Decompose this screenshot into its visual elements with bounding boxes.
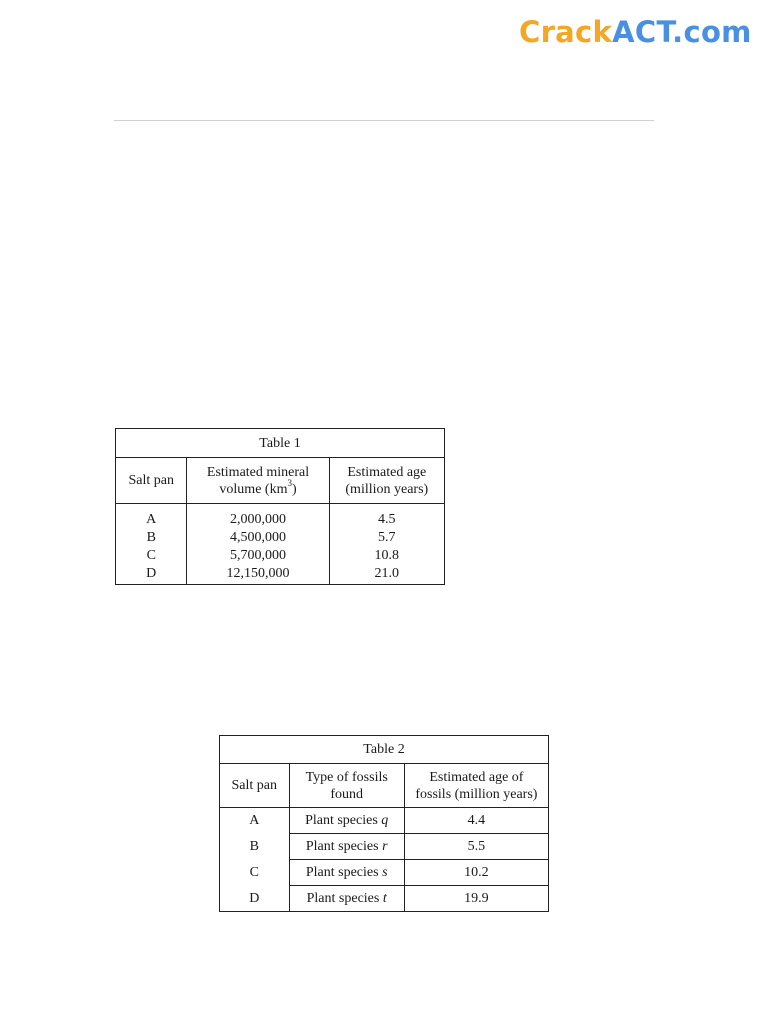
table-2-header-row (220, 764, 549, 808)
logo-part-act: ACT.com (612, 15, 752, 49)
header-fossil-age-line2: fossils (million years) (415, 786, 538, 802)
table-row (220, 834, 549, 860)
cell-pan: D (249, 890, 260, 906)
cell-volume: 2,000,000 (187, 504, 329, 529)
table-row (116, 546, 445, 564)
table-2-header-fossils (289, 764, 404, 808)
table-1-header-row (116, 458, 445, 504)
cell-fossil (289, 834, 404, 860)
fossil-label: Plant species (305, 813, 378, 828)
cell-pan: B (116, 528, 187, 546)
cell-age: 10.8 (374, 547, 400, 563)
cell-age: 4.5 (378, 511, 396, 527)
divider-rule (114, 120, 654, 121)
cell-fossil-age: 19.9 (464, 891, 489, 906)
header-age-line1: Estimated age (347, 464, 427, 480)
table-row (220, 860, 549, 886)
fossil-species-var: s (382, 865, 388, 880)
cell-pan: A (249, 813, 260, 829)
table-row (220, 886, 549, 912)
table-1-caption: Table 1 (116, 429, 445, 458)
table-1-header-volume (187, 458, 329, 504)
table-row (220, 808, 549, 834)
cell-pan: C (249, 865, 259, 880)
cell-age: 21.0 (374, 565, 400, 581)
fossil-label: Plant species (305, 839, 379, 854)
table-2-header-salt-pan: Salt pan (220, 764, 290, 808)
cell-pan: C (116, 546, 187, 564)
header-volume-line2 (219, 477, 297, 497)
cell-fossil-age: 4.4 (404, 808, 548, 834)
cell-volume: 5,700,000 (187, 546, 329, 564)
table-2-header-fossil-age (404, 764, 548, 808)
cell-fossil (289, 860, 404, 886)
cell-volume: 12,150,000 (187, 564, 329, 585)
header-fossil-age-line1: Estimated age of (429, 769, 524, 785)
cell-fossil (289, 886, 404, 912)
header-volume-unit-sup: 3 (287, 477, 292, 488)
header-volume-unit-post: ) (291, 481, 297, 497)
fossil-label: Plant species (305, 865, 379, 880)
fossil-label: Plant species (306, 891, 380, 906)
cell-fossil-age: 10.2 (404, 860, 548, 886)
cell-fossil (289, 808, 404, 834)
table-1-header-salt-pan: Salt pan (116, 458, 187, 504)
cell-volume: 4,500,000 (187, 528, 329, 546)
logo-part-crack: Crack (519, 15, 613, 49)
header-volume-unit-pre: volume (km (219, 481, 288, 497)
fossil-species-var: t (382, 891, 387, 906)
table-row (116, 528, 445, 546)
header-fossils-line1: Type of fossils (305, 769, 388, 785)
cell-pan: B (249, 839, 259, 854)
table-1 (115, 428, 445, 585)
table-2-caption: Table 2 (220, 736, 549, 764)
fossil-species-var: q (381, 813, 389, 828)
header-fossils-line2: found (330, 786, 364, 802)
site-logo[interactable] (519, 14, 752, 50)
table-2 (219, 735, 549, 912)
header-volume-line1: Estimated mineral (206, 464, 310, 480)
cell-pan: A (116, 504, 187, 529)
header-age-line2: (million years) (345, 481, 429, 497)
cell-pan: D (116, 564, 187, 585)
cell-fossil-age: 5.5 (404, 834, 548, 860)
fossil-species-var: r (382, 839, 388, 854)
cell-age: 5.7 (378, 529, 396, 545)
table-row (116, 504, 445, 529)
table-row (116, 564, 445, 585)
table-1-header-age (329, 458, 444, 504)
